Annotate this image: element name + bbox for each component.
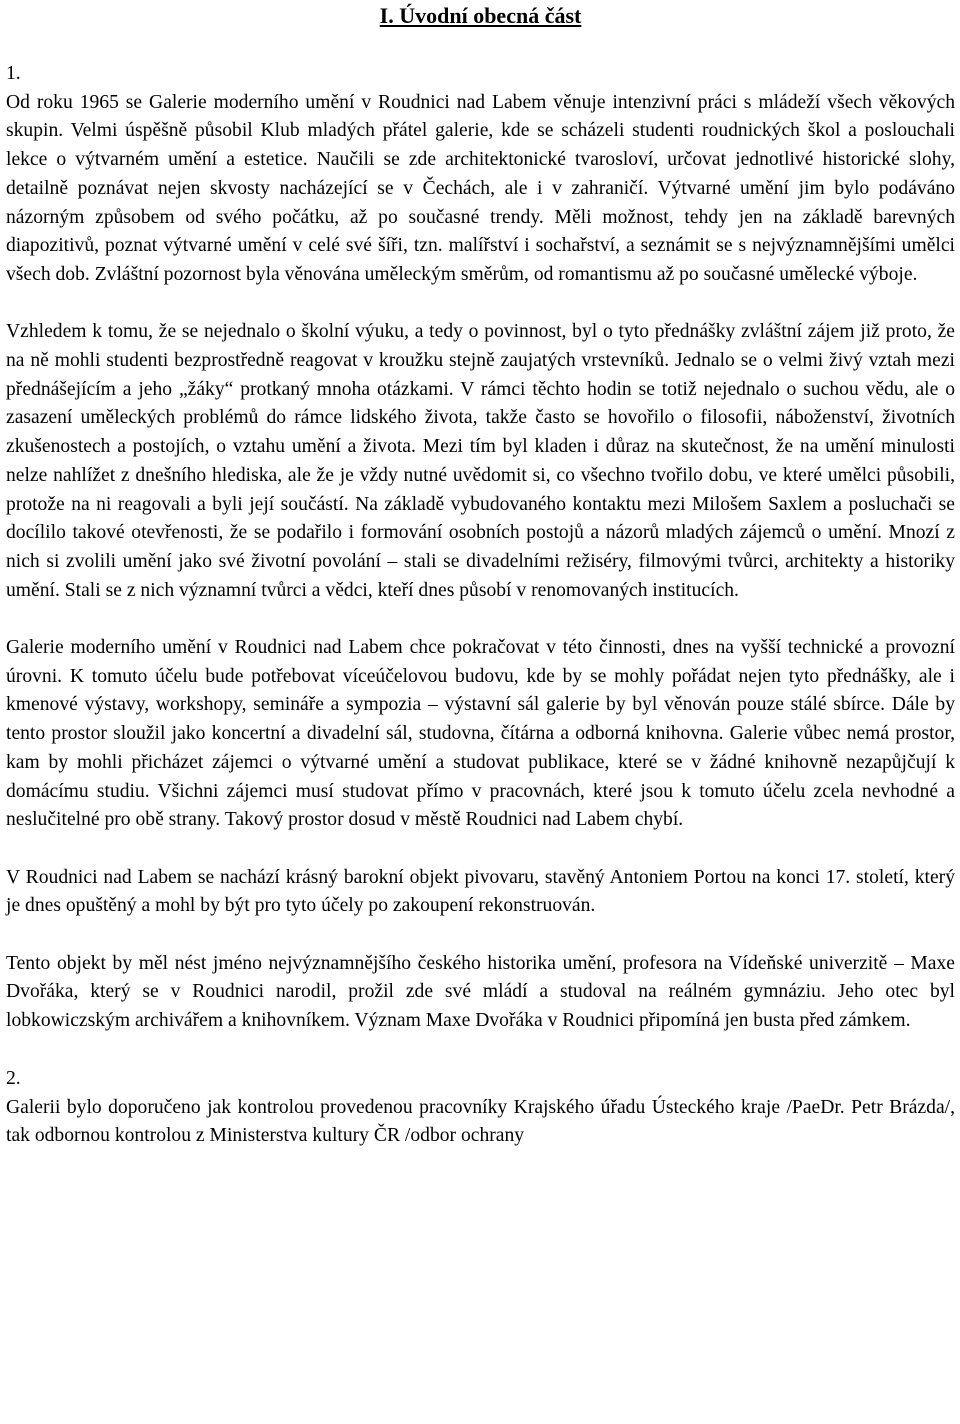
paragraph-4: V Roudnici nad Labem se nachází krásný barokní objekt pivovaru, stavěný Antoniem Portou na konci 17. století, který je dnes opuštěný a mohl by být pro tyto účely po zakoupení rekonstruován.	[6, 866, 955, 917]
paragraph-2: Vzhledem k tomu, že se nejednalo o školní výuku, a tedy o povinnost, byl o tyto přednášky zvláštní zájem již proto, že na ně mohli studenti bezprostředně reagovat v kroužku stejně zaujatých vrstevníků. Jednalo se o velmi živý vztah mezi přednášejícím a jeho „žáky“ protkaný mnoha otázkami. V rámci těchto hodin se totiž nejednalo o suchou vědu, ale o zasazení uměleckých problémů do rámce lidského života, takže často se hovořilo o filosofii, náboženství, životních zkušenostech a postojích, o vztahu umění a života. Mezi tím byl kladen i důraz na skutečnost, že na umění minulosti nelze nahlížet z dnešního hlediska, ale že je vždy nutné uvědomit si, co všechno tvořilo dobu, ve které umělci působili, protože na ni reagovali a byli její součástí. Na základě vybudovaného kontaktu mezi Milošem Saxlem a posluchači se docílilo takové otevřenosti, že se podařilo i formování osobních postojů a názorů mladých zájemců o umění. Mnozí z nich si zvolili umění jako své životní povolání – stali se divadelními režiséry, filmovými tvůrci, architekty a historiky umění. Stali se z nich významní tvůrci a vědci, kteří dnes působí v renomovaných institucích.	[6, 321, 955, 601]
section-number-2: 2.	[6, 1067, 21, 1089]
document-page	[6, 0, 955, 1151]
paragraph-5: Tento objekt by měl nést jméno nejvýznamnějšího českého historika umění, profesora na Vídeňské univerzitě – Maxe Dvořáka, který se v Roudnici narodil, prožil zde své mládí a studoval na reálném gymnáziu. Jeho otec byl lobkowiczským archivářem a knihovníkem. Význam Maxe Dvořáka v Roudnici připomíná jen busta před zámkem.	[6, 952, 955, 1032]
section-number-1: 1.	[6, 63, 21, 84]
paragraph-1: Od roku 1965 se Galerie moderního umění v Roudnici nad Labem věnuje intenzivní práci s mládeží všech věkových skupin. Velmi úspěšně působil Klub mladých přátel galerie, kde se scházeli studenti roudnických škol a poslouchali lekce o výtvarném umění a estetice. Naučili se zde architektonické tvarosloví, určovat jednotlivé historické slohy, detailně poznávat nejen skvosty nacházející se v Čechách, ale i v zahraničí. Výtvarné umění jim bylo podáváno názorným způsobem od svého počátku, až po současné trendy. Měli možnost, tehdy jen na základě barevných diapozitivů, poznat výtvarné umění v celé své šíři, tzn. malířství i sochařství, a seznámit se s nejvýznamnějšími umělci všech dob. Zvláštní pozornost byla věnována uměleckým směrům, od romantismu až po současné umělecké výboje.	[6, 91, 955, 285]
paragraph-6: Galerii bylo doporučeno jak kontrolou provedenou pracovníky Krajského úřadu Ústeckého kraje /PaeDr. Petr Brázda/, tak odbornou kontrolou z Ministerstva kultury ČR /odbor ochrany	[6, 1096, 955, 1147]
document-title: I. Úvodní obecná část	[379, 3, 582, 28]
paragraph-3: Galerie moderního umění v Roudnici nad Labem chce pokračovat v této činnosti, dnes na vyšší technické a provozní úrovni. K tomuto účelu bude potřebovat víceúčelovou budovu, kde by se mohly pořádat nejen tyto přednášky, ale i kmenové výstavy, workshopy, semináře a sympozia – výstavní sál galerie by byl věnován pouze stálé sbírce. Dále by tento prostor sloužil jako koncertní a divadelní sál, studovna, čítárna a odborná knihovna. Galerie vůbec nemá prostor, kam by mohli přicházet zájemci o výtvarné umění a studovat publikace, které se v žádné knihovně nezapůjčují k domácímu studiu. Všichni zájemci musí studovat přímo v pracovnách, které jsou k tomuto účelu zcela nevhodné a neslučitelné pro obě strany. Takový prostor dosud v městě Roudnici nad Labem chybí.	[6, 637, 955, 831]
